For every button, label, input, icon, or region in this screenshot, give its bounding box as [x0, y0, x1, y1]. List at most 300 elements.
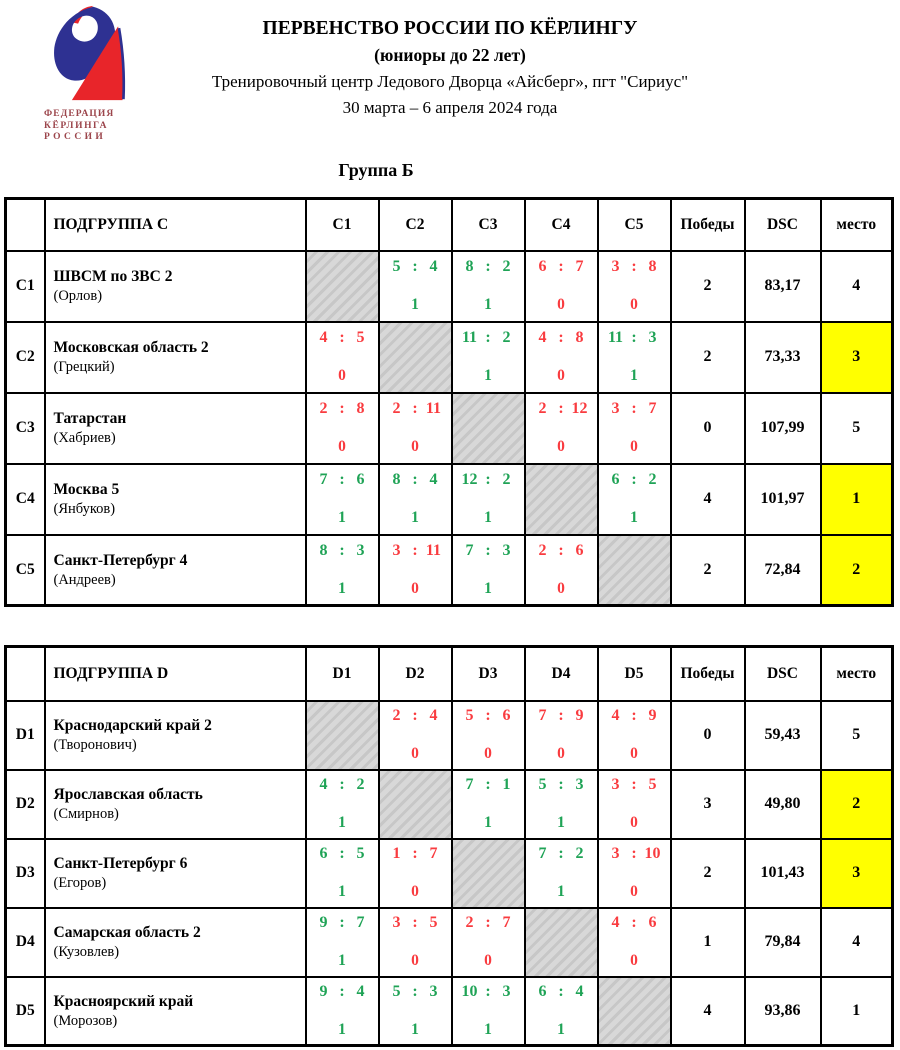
score-colon: :: [631, 845, 637, 862]
match-result: [380, 914, 451, 970]
score-line: [453, 776, 524, 794]
score-line: [307, 471, 378, 489]
team-name: Самарская область 2: [53, 924, 201, 941]
row-id: D5: [6, 977, 45, 1046]
score-colon: :: [339, 845, 345, 862]
match-result: [599, 707, 670, 763]
result-cell: [379, 535, 452, 606]
match-result: [526, 776, 597, 832]
score-colon: :: [631, 914, 637, 931]
self-match-cell: [379, 322, 452, 393]
row-id: C2: [6, 322, 45, 393]
score-for: 2: [538, 400, 547, 417]
score-against: 8: [356, 400, 365, 417]
subgroup-header: ПОДГРУППА D: [45, 647, 306, 701]
result-cell: [306, 770, 379, 839]
dsc-value: 83,17: [745, 251, 821, 322]
team-name: Санкт-Петербург 6: [53, 855, 188, 872]
score-line: [599, 471, 670, 489]
match-point: 0: [630, 296, 638, 313]
score-line: [599, 776, 670, 794]
score-line: [307, 776, 378, 794]
score-colon: :: [485, 329, 491, 346]
score-against: 7: [575, 258, 584, 275]
match-point: 0: [411, 579, 419, 597]
match-point: 0: [630, 883, 638, 900]
row-id: D3: [6, 839, 45, 908]
score-colon: :: [631, 258, 637, 275]
score-for: 5: [465, 707, 474, 724]
score-against: 12: [571, 400, 588, 417]
score-against: 4: [356, 982, 365, 1000]
result-cell: [452, 251, 525, 322]
opponent-header-C2: C2: [379, 199, 452, 251]
wins-value: 0: [671, 393, 745, 464]
match-point: 1: [338, 952, 346, 969]
score-colon: :: [631, 329, 637, 346]
place-value: 4: [821, 251, 893, 322]
self-match-cell: [598, 977, 671, 1046]
score-against: 9: [648, 707, 657, 724]
opponent-header-C4: C4: [525, 199, 598, 251]
row-id: C3: [6, 393, 45, 464]
dsc-value: 49,80: [745, 770, 821, 839]
result-cell: [379, 839, 452, 908]
result-cell: [452, 464, 525, 535]
score-against: 11: [425, 400, 442, 417]
match-point: 1: [484, 367, 492, 384]
wins-value: 4: [671, 977, 745, 1046]
score-colon: :: [485, 914, 491, 931]
opponent-header-D3: D3: [452, 647, 525, 701]
score-against: 7: [429, 845, 438, 862]
score-against: 4: [429, 471, 438, 488]
score-against: 7: [502, 914, 511, 931]
match-point: 0: [411, 883, 419, 900]
score-line: [453, 258, 524, 276]
match-point: 0: [630, 814, 638, 831]
tournament-title: ПЕРВЕНСТВО РОССИИ ПО КЁРЛИНГУ: [262, 18, 638, 39]
score-against: 11: [425, 541, 442, 559]
opponent-header-C1: C1: [306, 199, 379, 251]
score-against: 9: [575, 707, 584, 724]
result-cell: [452, 701, 525, 770]
team-name: Санкт-Петербург 4: [53, 551, 188, 569]
score-against: 4: [429, 707, 438, 724]
team-row-D1: [6, 701, 893, 770]
score-for: 8: [465, 258, 474, 275]
team-row-D2: [6, 770, 893, 839]
wins-value: 2: [671, 322, 745, 393]
score-line: [307, 914, 378, 932]
match-result: [453, 914, 524, 970]
score-for: 6: [611, 471, 620, 488]
score-line: [307, 400, 378, 418]
corner-cell: [6, 647, 45, 701]
score-against: 6: [502, 707, 511, 724]
score-line: [307, 329, 378, 347]
score-for: 5: [392, 982, 401, 1000]
score-colon: :: [339, 914, 345, 931]
score-for: 7: [538, 845, 547, 862]
place-value: 4: [821, 908, 893, 977]
score-for: 5: [392, 258, 401, 275]
score-line: [526, 707, 597, 725]
corner-cell: [6, 199, 45, 251]
match-result: [380, 258, 451, 314]
match-result: [380, 400, 451, 456]
result-cell: [379, 977, 452, 1046]
row-id: C4: [6, 464, 45, 535]
match-point: 1: [411, 296, 419, 313]
score-colon: :: [339, 541, 345, 559]
wins-value: 2: [671, 251, 745, 322]
score-line: [380, 400, 451, 418]
match-point: 0: [484, 745, 492, 762]
match-point: 1: [557, 883, 565, 900]
score-against: 2: [502, 471, 511, 488]
score-colon: :: [339, 329, 345, 346]
result-cell: [525, 977, 598, 1046]
score-against: 3: [502, 982, 511, 1000]
team-name: ШВСМ по ЗВС 2: [53, 268, 173, 285]
result-cell: [306, 908, 379, 977]
match-result: [599, 471, 670, 527]
match-point: 0: [411, 438, 419, 455]
document-header: [0, 15, 900, 121]
score-for: 2: [465, 914, 474, 931]
score-against: 7: [648, 400, 657, 417]
team-cell: [45, 535, 306, 606]
score-colon: :: [412, 471, 418, 488]
match-result: [380, 845, 451, 901]
dsc-value: 107,99: [745, 393, 821, 464]
match-point: 0: [338, 367, 346, 384]
match-result: [307, 983, 378, 1039]
score-line: [453, 914, 524, 932]
match-point: 1: [338, 1020, 346, 1038]
self-match-cell: [452, 839, 525, 908]
result-cell: [525, 701, 598, 770]
score-line: [526, 845, 597, 863]
score-against: 2: [356, 776, 365, 793]
match-point: 0: [557, 438, 565, 455]
wins-value: 2: [671, 839, 745, 908]
score-line: [453, 471, 524, 489]
match-result: [307, 471, 378, 527]
match-point: 0: [411, 745, 419, 762]
match-point: 1: [557, 814, 565, 831]
score-line: [380, 258, 451, 276]
match-result: [599, 776, 670, 832]
score-colon: :: [412, 845, 418, 862]
match-point: 0: [484, 952, 492, 969]
match-result: [526, 329, 597, 385]
skip-name: (Егоров): [53, 875, 107, 891]
score-colon: :: [485, 258, 491, 275]
match-point: 1: [338, 509, 346, 526]
result-cell: [306, 535, 379, 606]
match-result: [307, 329, 378, 385]
match-point: 1: [484, 509, 492, 526]
match-point: 0: [630, 438, 638, 455]
skip-name: (Творонович): [53, 737, 137, 753]
opponent-header-C3: C3: [452, 199, 525, 251]
score-colon: :: [339, 471, 345, 488]
match-point: 1: [484, 296, 492, 313]
score-line: [307, 845, 378, 863]
match-result: [453, 707, 524, 763]
match-result: [526, 845, 597, 901]
result-cell: [452, 322, 525, 393]
match-result: [599, 845, 670, 901]
score-line: [599, 329, 670, 347]
self-match-cell: [525, 464, 598, 535]
dsc-value: 101,97: [745, 464, 821, 535]
team-row-C4: [6, 464, 893, 535]
match-point: 1: [484, 1020, 492, 1038]
result-cell: [379, 908, 452, 977]
match-result: [453, 329, 524, 385]
score-against: 4: [429, 258, 438, 275]
team-cell: [45, 908, 306, 977]
result-cell: [379, 701, 452, 770]
score-colon: :: [339, 400, 345, 417]
skip-name: (Морозов): [53, 1012, 118, 1029]
team-cell: [45, 251, 306, 322]
match-result: [453, 776, 524, 832]
subgroup-header: ПОДГРУППА C: [45, 199, 306, 251]
score-colon: :: [558, 982, 564, 1000]
score-for: 3: [611, 400, 620, 417]
subgroup-table-D: [4, 645, 894, 1047]
score-against: 3: [429, 982, 438, 1000]
score-colon: :: [558, 776, 564, 793]
match-point: 1: [338, 883, 346, 900]
match-point: 1: [557, 1020, 565, 1038]
result-cell: [525, 770, 598, 839]
match-result: [307, 400, 378, 456]
result-cell: [598, 701, 671, 770]
wins-value: 0: [671, 701, 745, 770]
self-match-cell: [306, 251, 379, 322]
score-against: 2: [648, 471, 657, 488]
place-value: 2: [821, 535, 893, 606]
score-for: 6: [538, 982, 547, 1000]
score-line: [599, 400, 670, 418]
score-for: 12: [461, 471, 478, 488]
score-for: 2: [392, 400, 401, 417]
match-result: [453, 258, 524, 314]
score-colon: :: [558, 400, 564, 417]
result-cell: [598, 839, 671, 908]
score-line: [380, 914, 451, 932]
score-against: 8: [648, 258, 657, 275]
match-point: 1: [630, 509, 638, 526]
score-colon: :: [412, 258, 418, 275]
score-for: 11: [461, 329, 478, 346]
place-value: 3: [821, 839, 893, 908]
row-id: C5: [6, 535, 45, 606]
opponent-header-D5: D5: [598, 647, 671, 701]
score-colon: :: [558, 329, 564, 346]
skip-name: (Орлов): [53, 288, 103, 304]
wins-value: 2: [671, 535, 745, 606]
wins-header: Победы: [671, 199, 745, 251]
result-cell: [452, 977, 525, 1046]
team-name: Ярославская область: [53, 786, 203, 803]
result-cell: [306, 464, 379, 535]
result-cell: [452, 770, 525, 839]
score-for: 6: [319, 845, 328, 862]
result-cell: [452, 908, 525, 977]
score-line: [526, 776, 597, 794]
score-line: [526, 329, 597, 347]
team-name: Красноярский край: [53, 992, 194, 1010]
score-for: 1: [392, 845, 401, 862]
score-colon: :: [558, 845, 564, 862]
team-row-C3: [6, 393, 893, 464]
score-for: 3: [611, 845, 620, 862]
score-against: 8: [575, 329, 584, 346]
match-result: [526, 707, 597, 763]
match-point: 1: [411, 1020, 419, 1038]
match-result: [380, 542, 451, 598]
score-for: 6: [538, 258, 547, 275]
score-for: 5: [538, 776, 547, 793]
score-for: 11: [607, 329, 624, 346]
result-cell: [306, 839, 379, 908]
score-against: 3: [502, 541, 511, 559]
team-name: Москва 5: [53, 481, 120, 498]
wins-value: 4: [671, 464, 745, 535]
match-result: [526, 983, 597, 1039]
score-colon: :: [412, 400, 418, 417]
skip-name: (Хабриев): [53, 430, 116, 446]
score-colon: :: [558, 258, 564, 275]
result-cell: [306, 393, 379, 464]
row-id: D1: [6, 701, 45, 770]
score-line: [526, 400, 597, 418]
result-cell: [525, 251, 598, 322]
score-line: [599, 845, 670, 863]
score-for: 2: [392, 707, 401, 724]
score-colon: :: [631, 471, 637, 488]
match-result: [599, 329, 670, 385]
match-result: [307, 776, 378, 832]
match-result: [380, 707, 451, 763]
score-for: 8: [319, 541, 328, 559]
result-cell: [379, 393, 452, 464]
match-result: [380, 471, 451, 527]
score-line: [453, 983, 524, 1001]
match-point: 0: [411, 952, 419, 969]
score-for: 10: [461, 982, 478, 1000]
match-result: [453, 983, 524, 1039]
score-for: 4: [538, 329, 547, 346]
team-cell: [45, 839, 306, 908]
match-point: 0: [557, 367, 565, 384]
result-cell: [379, 251, 452, 322]
score-line: [380, 471, 451, 489]
score-line: [599, 707, 670, 725]
score-against: 4: [575, 982, 584, 1000]
score-against: 3: [648, 329, 657, 346]
score-for: 3: [392, 541, 401, 559]
team-name: Московская область 2: [53, 339, 209, 356]
result-cell: [598, 908, 671, 977]
score-colon: :: [631, 707, 637, 724]
match-result: [599, 914, 670, 970]
score-for: 3: [611, 258, 620, 275]
match-point: 1: [484, 814, 492, 831]
score-for: 7: [538, 707, 547, 724]
score-for: 4: [611, 707, 620, 724]
team-row-C1: [6, 251, 893, 322]
team-row-C2: [6, 322, 893, 393]
subgroup-table-C: [4, 197, 894, 607]
skip-name: (Грецкий): [53, 359, 115, 375]
score-colon: :: [631, 400, 637, 417]
self-match-cell: [525, 908, 598, 977]
place-value: 2: [821, 770, 893, 839]
self-match-cell: [452, 393, 525, 464]
result-cell: [306, 322, 379, 393]
row-id: C1: [6, 251, 45, 322]
score-colon: :: [558, 541, 564, 559]
team-row-D3: [6, 839, 893, 908]
score-for: 7: [465, 541, 474, 559]
score-for: 7: [465, 776, 474, 793]
logo-text-line: КЁРЛИНГА: [44, 120, 109, 131]
wins-value: 1: [671, 908, 745, 977]
result-cell: [598, 393, 671, 464]
score-line: [380, 707, 451, 725]
row-id: D2: [6, 770, 45, 839]
score-colon: :: [485, 541, 491, 559]
score-line: [380, 983, 451, 1001]
score-for: 9: [319, 982, 328, 1000]
wins-header: Победы: [671, 647, 745, 701]
result-cell: [598, 770, 671, 839]
place-header: место: [821, 199, 893, 251]
score-against: 5: [648, 776, 657, 793]
place-value: 1: [821, 464, 893, 535]
score-for: 4: [611, 914, 620, 931]
dsc-value: 79,84: [745, 908, 821, 977]
match-point: 1: [630, 367, 638, 384]
match-result: [599, 400, 670, 456]
team-row-C5: [6, 535, 893, 606]
score-for: 8: [392, 471, 401, 488]
match-point: 0: [557, 296, 565, 313]
row-id: D4: [6, 908, 45, 977]
wins-value: 3: [671, 770, 745, 839]
match-result: [307, 914, 378, 970]
match-result: [526, 258, 597, 314]
dsc-value: 93,86: [745, 977, 821, 1046]
score-for: 9: [319, 914, 328, 931]
score-for: 3: [611, 776, 620, 793]
score-against: 5: [356, 845, 365, 862]
score-against: 2: [575, 845, 584, 862]
result-cell: [525, 322, 598, 393]
score-line: [307, 542, 378, 560]
score-for: 3: [392, 914, 401, 931]
score-line: [599, 914, 670, 932]
score-line: [453, 707, 524, 725]
score-line: [453, 329, 524, 347]
